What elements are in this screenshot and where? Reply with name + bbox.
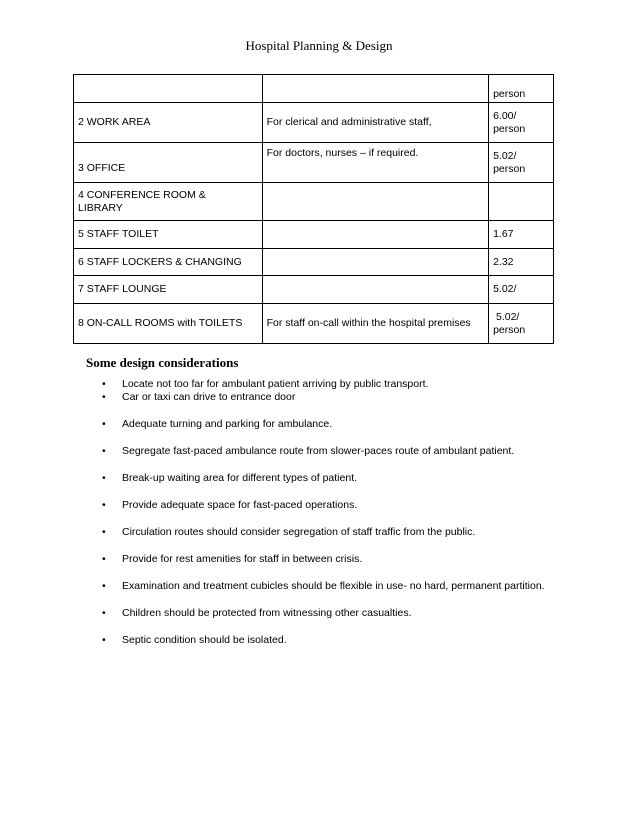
design-considerations-list <box>100 378 580 647</box>
bullet-icon: • <box>102 499 106 511</box>
area-cell: 1.67 <box>489 221 554 249</box>
area-cell <box>489 183 554 221</box>
table-row <box>74 249 554 276</box>
table-row <box>74 304 554 344</box>
list-item <box>100 634 580 647</box>
list-item <box>100 553 580 566</box>
purpose-cell <box>262 221 488 249</box>
area-cell: 5.02/ <box>489 276 554 304</box>
area-cell: 5.02/ person <box>489 304 554 344</box>
list-item <box>100 526 580 539</box>
list-item-text: Children should be protected from witnessing other casualties. <box>122 607 412 619</box>
table-row <box>74 221 554 249</box>
list-item <box>100 378 580 391</box>
area-cell: 6.00/ person <box>489 103 554 143</box>
list-item-text: Provide for rest amenities for staff in between crisis. <box>122 553 363 565</box>
bullet-icon: • <box>102 634 106 646</box>
room-name-cell: 2 WORK AREA <box>74 103 263 143</box>
purpose-cell <box>262 276 488 304</box>
table-row <box>74 143 554 183</box>
room-name-cell: 8 ON-CALL ROOMS with TOILETS <box>74 304 263 344</box>
list-item <box>100 418 580 431</box>
purpose-cell: For clerical and administrative staff, <box>262 103 488 143</box>
list-item-text: Septic condition should be isolated. <box>122 634 287 646</box>
bullet-icon: • <box>102 445 106 457</box>
bullet-icon: • <box>102 391 106 403</box>
purpose-cell: For staff on-call within the hospital premises <box>262 304 488 344</box>
space-requirements-table <box>73 74 554 344</box>
purpose-cell <box>262 183 488 221</box>
bullet-icon: • <box>102 472 106 484</box>
list-item <box>100 472 580 485</box>
list-item-text: Provide adequate space for fast-paced operations. <box>122 499 358 511</box>
list-item-text: Adequate turning and parking for ambulance. <box>122 418 333 430</box>
list-item <box>100 391 580 404</box>
bullet-icon: • <box>102 580 106 592</box>
list-item-text: Circulation routes should consider segregation of staff traffic from the public. <box>122 526 476 538</box>
room-name-cell: 4 CONFERENCE ROOM & LIBRARY <box>74 183 263 221</box>
purpose-cell <box>262 75 488 103</box>
room-name-cell: 7 STAFF LOUNGE <box>74 276 263 304</box>
list-item <box>100 580 580 593</box>
list-item-text: Car or taxi can drive to entrance door <box>122 391 296 403</box>
page-header: Hospital Planning & Design <box>245 38 393 53</box>
table-row <box>74 75 554 103</box>
bullet-icon: • <box>102 378 106 390</box>
table-row <box>74 103 554 143</box>
room-name-cell <box>74 75 263 103</box>
section-title: Some design considerations <box>86 355 239 370</box>
area-cell: person <box>489 75 554 103</box>
area-cell: 2.32 <box>489 249 554 276</box>
list-item-text: Segregate fast-paced ambulance route from slower-paces route of ambulant patient. <box>122 445 515 457</box>
list-item <box>100 445 580 458</box>
bullet-icon: • <box>102 526 106 538</box>
room-name-cell: 5 STAFF TOILET <box>74 221 263 249</box>
table-row <box>74 276 554 304</box>
room-name-cell: 3 OFFICE <box>74 143 263 183</box>
bullet-icon: • <box>102 418 106 430</box>
list-item-text: Break-up waiting area for different types of patient. <box>122 472 358 484</box>
list-item-text: Examination and treatment cubicles should be flexible in use- no hard, permanent partition. <box>122 580 545 592</box>
bullet-icon: • <box>102 553 106 565</box>
list-item <box>100 499 580 512</box>
table-row <box>74 183 554 221</box>
area-cell: 5.02/ person <box>489 143 554 183</box>
bullet-icon: • <box>102 607 106 619</box>
room-name-cell: 6 STAFF LOCKERS & CHANGING <box>74 249 263 276</box>
list-item <box>100 607 580 620</box>
purpose-cell: For doctors, nurses – if required. <box>262 143 488 183</box>
list-item-text: Locate not too far for ambulant patient arriving by public transport. <box>122 378 429 390</box>
purpose-cell <box>262 249 488 276</box>
